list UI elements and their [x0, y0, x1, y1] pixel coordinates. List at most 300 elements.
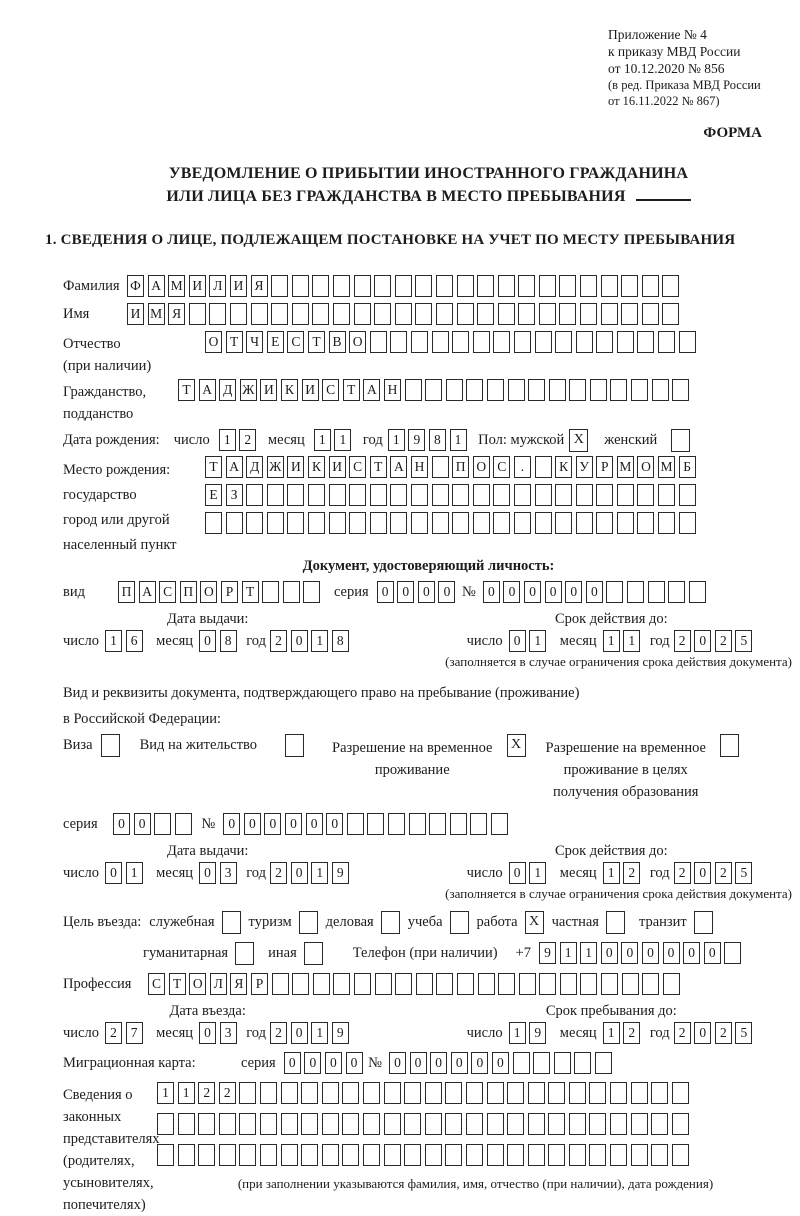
char-cell[interactable] — [596, 484, 613, 506]
char-cell[interactable]: 0 — [105, 862, 122, 884]
char-cell[interactable] — [519, 973, 536, 995]
char-cell[interactable] — [610, 379, 627, 401]
char-cell[interactable]: 1 — [178, 1082, 195, 1104]
char-cell[interactable] — [432, 456, 449, 478]
char-cell[interactable]: 8 — [332, 630, 349, 652]
char-cell[interactable]: 0 — [291, 862, 308, 884]
char-cell[interactable]: О — [349, 331, 366, 353]
char-cell[interactable] — [576, 331, 593, 353]
char-cell[interactable] — [446, 379, 463, 401]
char-cell[interactable] — [617, 331, 634, 353]
char-cell[interactable]: Т — [242, 581, 259, 603]
char-cell[interactable]: 6 — [126, 630, 143, 652]
char-cell[interactable]: 9 — [539, 942, 556, 964]
char-cell[interactable] — [580, 973, 597, 995]
char-cell[interactable] — [601, 275, 618, 297]
char-cell[interactable]: Л — [209, 275, 226, 297]
char-cell[interactable]: 0 — [694, 862, 711, 884]
char-cell[interactable]: 0 — [601, 942, 618, 964]
purpose-checkbox[interactable] — [299, 911, 318, 934]
char-cell[interactable] — [580, 275, 597, 297]
char-cell[interactable] — [507, 1113, 524, 1135]
char-cell[interactable]: 0 — [694, 630, 711, 652]
char-cell[interactable]: 0 — [565, 581, 582, 603]
char-cell[interactable] — [590, 379, 607, 401]
char-cell[interactable] — [658, 512, 675, 534]
char-cell[interactable]: 1 — [311, 1022, 328, 1044]
char-cell[interactable]: 2 — [219, 1082, 236, 1104]
char-cell[interactable]: М — [148, 303, 165, 325]
visa-checkbox[interactable] — [101, 734, 120, 757]
char-cell[interactable] — [287, 484, 304, 506]
char-cell[interactable]: 2 — [674, 1022, 691, 1044]
purpose-checkbox[interactable] — [222, 911, 241, 934]
char-cell[interactable] — [374, 303, 391, 325]
char-cell[interactable]: 9 — [332, 1022, 349, 1044]
char-cell[interactable]: С — [148, 973, 165, 995]
char-cell[interactable] — [363, 1113, 380, 1135]
char-cell[interactable] — [347, 813, 364, 835]
char-cell[interactable]: С — [349, 456, 366, 478]
char-cell[interactable] — [452, 484, 469, 506]
char-cell[interactable] — [281, 1113, 298, 1135]
char-cell[interactable] — [539, 303, 556, 325]
char-cell[interactable] — [601, 303, 618, 325]
char-cell[interactable] — [457, 275, 474, 297]
char-cell[interactable] — [370, 331, 387, 353]
char-cell[interactable]: 0 — [285, 813, 302, 835]
char-cell[interactable] — [411, 331, 428, 353]
char-cell[interactable] — [363, 1082, 380, 1104]
char-cell[interactable]: 8 — [429, 429, 446, 451]
char-cell[interactable]: Р — [221, 581, 238, 603]
char-cell[interactable] — [436, 303, 453, 325]
char-cell[interactable]: О — [189, 973, 206, 995]
char-cell[interactable] — [395, 275, 412, 297]
char-cell[interactable] — [308, 484, 325, 506]
char-cell[interactable] — [301, 1113, 318, 1135]
char-cell[interactable] — [672, 379, 689, 401]
char-cell[interactable]: О — [473, 456, 490, 478]
char-cell[interactable] — [478, 973, 495, 995]
char-cell[interactable]: 0 — [244, 813, 261, 835]
char-cell[interactable]: Ч — [246, 331, 263, 353]
char-cell[interactable]: Д — [219, 379, 236, 401]
char-cell[interactable] — [452, 512, 469, 534]
char-cell[interactable]: 1 — [450, 429, 467, 451]
char-cell[interactable] — [354, 275, 371, 297]
char-cell[interactable]: Ф — [127, 275, 144, 297]
char-cell[interactable] — [329, 484, 346, 506]
char-cell[interactable]: 0 — [621, 942, 638, 964]
char-cell[interactable] — [596, 331, 613, 353]
char-cell[interactable] — [672, 1082, 689, 1104]
char-cell[interactable]: И — [127, 303, 144, 325]
char-cell[interactable] — [445, 1113, 462, 1135]
char-cell[interactable]: 0 — [346, 1052, 363, 1074]
char-cell[interactable] — [154, 813, 171, 835]
char-cell[interactable] — [452, 331, 469, 353]
char-cell[interactable] — [409, 813, 426, 835]
char-cell[interactable]: 2 — [715, 862, 732, 884]
char-cell[interactable] — [631, 1082, 648, 1104]
char-cell[interactable] — [349, 484, 366, 506]
char-cell[interactable] — [322, 1113, 339, 1135]
char-cell[interactable] — [281, 1082, 298, 1104]
char-cell[interactable]: С — [493, 456, 510, 478]
char-cell[interactable] — [679, 512, 696, 534]
char-cell[interactable] — [528, 1082, 545, 1104]
char-cell[interactable]: 0 — [326, 813, 343, 835]
char-cell[interactable]: 9 — [332, 862, 349, 884]
char-cell[interactable]: 3 — [220, 862, 237, 884]
char-cell[interactable]: Р — [251, 973, 268, 995]
char-cell[interactable]: 2 — [239, 429, 256, 451]
char-cell[interactable]: 2 — [270, 1022, 287, 1044]
char-cell[interactable] — [576, 484, 593, 506]
char-cell[interactable] — [637, 484, 654, 506]
char-cell[interactable] — [230, 303, 247, 325]
char-cell[interactable]: 2 — [674, 630, 691, 652]
char-cell[interactable] — [333, 275, 350, 297]
purpose-checkbox[interactable] — [381, 911, 400, 934]
char-cell[interactable] — [617, 512, 634, 534]
char-cell[interactable]: 3 — [220, 1022, 237, 1044]
char-cell[interactable] — [493, 484, 510, 506]
char-cell[interactable] — [535, 512, 552, 534]
char-cell[interactable] — [576, 512, 593, 534]
char-cell[interactable]: 1 — [388, 429, 405, 451]
char-cell[interactable] — [429, 813, 446, 835]
char-cell[interactable] — [283, 581, 300, 603]
char-cell[interactable]: 2 — [674, 862, 691, 884]
char-cell[interactable] — [533, 1052, 550, 1074]
char-cell[interactable] — [491, 813, 508, 835]
char-cell[interactable] — [287, 512, 304, 534]
char-cell[interactable] — [395, 303, 412, 325]
char-cell[interactable]: 0 — [291, 630, 308, 652]
char-cell[interactable] — [333, 973, 350, 995]
char-cell[interactable]: 0 — [509, 630, 526, 652]
char-cell[interactable] — [404, 1113, 421, 1135]
char-cell[interactable] — [292, 973, 309, 995]
char-cell[interactable] — [679, 484, 696, 506]
char-cell[interactable] — [528, 1113, 545, 1135]
char-cell[interactable] — [637, 512, 654, 534]
char-cell[interactable]: Б — [679, 456, 696, 478]
char-cell[interactable]: 0 — [325, 1052, 342, 1074]
purpose-checkbox[interactable]: X — [525, 911, 544, 934]
char-cell[interactable]: 5 — [735, 862, 752, 884]
residence-permit-checkbox[interactable] — [285, 734, 304, 757]
char-cell[interactable]: Я — [230, 973, 247, 995]
char-cell[interactable]: А — [390, 456, 407, 478]
char-cell[interactable]: 0 — [509, 862, 526, 884]
char-cell[interactable] — [262, 581, 279, 603]
char-cell[interactable]: Н — [411, 456, 428, 478]
temp-residence-permit-checkbox[interactable]: X — [507, 734, 526, 757]
char-cell[interactable]: 1 — [157, 1082, 174, 1104]
char-cell[interactable] — [642, 303, 659, 325]
char-cell[interactable] — [219, 1113, 236, 1135]
char-cell[interactable] — [679, 331, 696, 353]
char-cell[interactable] — [411, 484, 428, 506]
char-cell[interactable] — [272, 973, 289, 995]
purpose-checkbox[interactable] — [304, 942, 323, 965]
char-cell[interactable]: 2 — [623, 862, 640, 884]
char-cell[interactable] — [589, 1113, 606, 1135]
char-cell[interactable] — [416, 973, 433, 995]
char-cell[interactable] — [606, 581, 623, 603]
char-cell[interactable]: 9 — [529, 1022, 546, 1044]
char-cell[interactable] — [498, 303, 515, 325]
char-cell[interactable]: 0 — [199, 630, 216, 652]
char-cell[interactable]: 0 — [492, 1052, 509, 1074]
char-cell[interactable] — [637, 331, 654, 353]
char-cell[interactable] — [436, 973, 453, 995]
char-cell[interactable]: Т — [370, 456, 387, 478]
char-cell[interactable]: 0 — [418, 581, 435, 603]
char-cell[interactable] — [246, 484, 263, 506]
char-cell[interactable]: Я — [251, 275, 268, 297]
char-cell[interactable] — [260, 1082, 277, 1104]
char-cell[interactable]: Т — [343, 379, 360, 401]
char-cell[interactable] — [658, 484, 675, 506]
char-cell[interactable] — [178, 1113, 195, 1135]
char-cell[interactable] — [610, 1082, 627, 1104]
char-cell[interactable]: 0 — [524, 581, 541, 603]
char-cell[interactable] — [559, 303, 576, 325]
char-cell[interactable]: 0 — [291, 1022, 308, 1044]
char-cell[interactable] — [610, 1113, 627, 1135]
char-cell[interactable]: 1 — [529, 630, 546, 652]
char-cell[interactable]: 1 — [311, 630, 328, 652]
char-cell[interactable] — [473, 331, 490, 353]
char-cell[interactable]: Т — [169, 973, 186, 995]
char-cell[interactable]: К — [281, 379, 298, 401]
char-cell[interactable]: 1 — [314, 429, 331, 451]
char-cell[interactable] — [354, 973, 371, 995]
char-cell[interactable] — [390, 484, 407, 506]
char-cell[interactable]: 1 — [219, 429, 236, 451]
char-cell[interactable]: 2 — [105, 1022, 122, 1044]
char-cell[interactable]: А — [139, 581, 156, 603]
char-cell[interactable]: Е — [267, 331, 284, 353]
char-cell[interactable] — [388, 813, 405, 835]
char-cell[interactable] — [470, 813, 487, 835]
char-cell[interactable]: 1 — [623, 630, 640, 652]
char-cell[interactable] — [267, 484, 284, 506]
char-cell[interactable]: 2 — [715, 630, 732, 652]
char-cell[interactable]: 5 — [735, 630, 752, 652]
char-cell[interactable]: О — [200, 581, 217, 603]
char-cell[interactable] — [493, 331, 510, 353]
char-cell[interactable]: 1 — [311, 862, 328, 884]
char-cell[interactable]: 2 — [198, 1082, 215, 1104]
char-cell[interactable] — [205, 512, 222, 534]
char-cell[interactable]: 0 — [663, 942, 680, 964]
char-cell[interactable] — [652, 379, 669, 401]
char-cell[interactable] — [549, 379, 566, 401]
char-cell[interactable] — [554, 1052, 571, 1074]
char-cell[interactable]: 0 — [397, 581, 414, 603]
char-cell[interactable] — [445, 1082, 462, 1104]
char-cell[interactable] — [621, 275, 638, 297]
char-cell[interactable] — [473, 512, 490, 534]
char-cell[interactable] — [513, 1052, 530, 1074]
char-cell[interactable] — [157, 1113, 174, 1135]
char-cell[interactable]: 1 — [334, 429, 351, 451]
char-cell[interactable]: 0 — [430, 1052, 447, 1074]
char-cell[interactable] — [555, 484, 572, 506]
char-cell[interactable] — [487, 379, 504, 401]
char-cell[interactable] — [642, 973, 659, 995]
char-cell[interactable] — [251, 303, 268, 325]
char-cell[interactable] — [301, 1082, 318, 1104]
char-cell[interactable] — [559, 275, 576, 297]
char-cell[interactable]: С — [322, 379, 339, 401]
char-cell[interactable]: И — [302, 379, 319, 401]
char-cell[interactable] — [390, 331, 407, 353]
char-cell[interactable]: А — [363, 379, 380, 401]
char-cell[interactable] — [384, 1082, 401, 1104]
char-cell[interactable] — [498, 973, 515, 995]
char-cell[interactable] — [367, 813, 384, 835]
char-cell[interactable] — [271, 275, 288, 297]
char-cell[interactable]: Р — [596, 456, 613, 478]
char-cell[interactable]: 0 — [704, 942, 721, 964]
char-cell[interactable] — [507, 1082, 524, 1104]
char-cell[interactable]: П — [180, 581, 197, 603]
char-cell[interactable] — [555, 512, 572, 534]
char-cell[interactable] — [662, 303, 679, 325]
char-cell[interactable] — [580, 303, 597, 325]
char-cell[interactable] — [432, 331, 449, 353]
char-cell[interactable] — [672, 1113, 689, 1135]
char-cell[interactable]: 1 — [509, 1022, 526, 1044]
char-cell[interactable] — [663, 973, 680, 995]
char-cell[interactable] — [622, 973, 639, 995]
char-cell[interactable] — [303, 581, 320, 603]
char-cell[interactable]: 0 — [199, 862, 216, 884]
char-cell[interactable] — [415, 275, 432, 297]
char-cell[interactable] — [404, 1082, 421, 1104]
char-cell[interactable] — [631, 1113, 648, 1135]
edu-residence-permit-checkbox[interactable] — [720, 734, 739, 757]
char-cell[interactable] — [329, 512, 346, 534]
gender-male-checkbox[interactable]: X — [569, 429, 588, 452]
char-cell[interactable] — [354, 303, 371, 325]
char-cell[interactable]: О — [637, 456, 654, 478]
char-cell[interactable] — [560, 973, 577, 995]
char-cell[interactable] — [555, 331, 572, 353]
char-cell[interactable]: 0 — [471, 1052, 488, 1074]
char-cell[interactable]: З — [226, 484, 243, 506]
char-cell[interactable] — [312, 303, 329, 325]
char-cell[interactable]: А — [226, 456, 243, 478]
char-cell[interactable]: Т — [205, 456, 222, 478]
char-cell[interactable] — [246, 512, 263, 534]
char-cell[interactable] — [596, 512, 613, 534]
char-cell[interactable]: 1 — [580, 942, 597, 964]
char-cell[interactable]: В — [329, 331, 346, 353]
char-cell[interactable]: Н — [384, 379, 401, 401]
char-cell[interactable]: 2 — [623, 1022, 640, 1044]
char-cell[interactable]: 1 — [529, 862, 546, 884]
char-cell[interactable] — [189, 303, 206, 325]
char-cell[interactable] — [466, 379, 483, 401]
char-cell[interactable] — [425, 379, 442, 401]
char-cell[interactable] — [450, 813, 467, 835]
char-cell[interactable]: И — [329, 456, 346, 478]
purpose-checkbox[interactable] — [694, 911, 713, 934]
char-cell[interactable]: О — [205, 331, 222, 353]
char-cell[interactable]: . — [514, 456, 531, 478]
char-cell[interactable]: 0 — [483, 581, 500, 603]
char-cell[interactable] — [322, 1082, 339, 1104]
char-cell[interactable]: 7 — [126, 1022, 143, 1044]
char-cell[interactable]: 0 — [264, 813, 281, 835]
char-cell[interactable]: П — [452, 456, 469, 478]
char-cell[interactable]: С — [287, 331, 304, 353]
char-cell[interactable] — [395, 973, 412, 995]
char-cell[interactable] — [370, 484, 387, 506]
char-cell[interactable] — [662, 275, 679, 297]
char-cell[interactable] — [631, 379, 648, 401]
char-cell[interactable]: 1 — [126, 862, 143, 884]
char-cell[interactable]: М — [617, 456, 634, 478]
char-cell[interactable] — [548, 1082, 565, 1104]
char-cell[interactable] — [457, 303, 474, 325]
char-cell[interactable] — [271, 303, 288, 325]
char-cell[interactable] — [466, 1082, 483, 1104]
char-cell[interactable]: И — [189, 275, 206, 297]
char-cell[interactable] — [432, 512, 449, 534]
char-cell[interactable]: 0 — [284, 1052, 301, 1074]
char-cell[interactable] — [574, 1052, 591, 1074]
char-cell[interactable] — [292, 303, 309, 325]
char-cell[interactable]: 2 — [270, 862, 287, 884]
char-cell[interactable] — [493, 512, 510, 534]
char-cell[interactable] — [648, 581, 665, 603]
char-cell[interactable] — [333, 303, 350, 325]
char-cell[interactable] — [239, 1113, 256, 1135]
char-cell[interactable] — [658, 331, 675, 353]
char-cell[interactable] — [432, 484, 449, 506]
char-cell[interactable] — [260, 1113, 277, 1135]
char-cell[interactable] — [267, 512, 284, 534]
char-cell[interactable] — [198, 1113, 215, 1135]
char-cell[interactable] — [627, 581, 644, 603]
char-cell[interactable]: 0 — [545, 581, 562, 603]
char-cell[interactable] — [349, 512, 366, 534]
char-cell[interactable]: Т — [178, 379, 195, 401]
char-cell[interactable]: И — [230, 275, 247, 297]
purpose-checkbox[interactable] — [450, 911, 469, 934]
char-cell[interactable]: Т — [226, 331, 243, 353]
char-cell[interactable] — [617, 484, 634, 506]
char-cell[interactable] — [569, 379, 586, 401]
char-cell[interactable] — [342, 1082, 359, 1104]
char-cell[interactable] — [651, 1082, 668, 1104]
char-cell[interactable]: П — [118, 581, 135, 603]
char-cell[interactable] — [457, 973, 474, 995]
char-cell[interactable] — [384, 1113, 401, 1135]
char-cell[interactable]: И — [287, 456, 304, 478]
char-cell[interactable] — [689, 581, 706, 603]
char-cell[interactable] — [514, 512, 531, 534]
char-cell[interactable] — [425, 1113, 442, 1135]
